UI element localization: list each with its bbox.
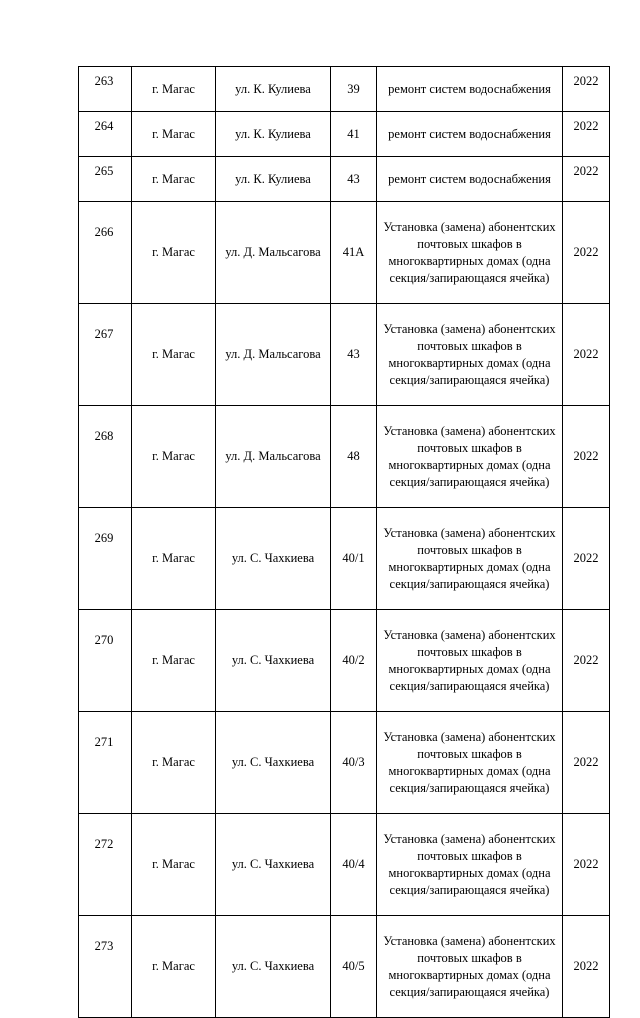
table-row <box>79 610 610 712</box>
row-number-cell: 269 <box>79 508 132 610</box>
street-cell: ул. К. Кулиева <box>216 157 331 202</box>
street-cell: ул. К. Кулиева <box>216 112 331 157</box>
house-number-cell: 40/4 <box>331 814 377 916</box>
work-type-cell: Установка (замена) абонентских почтовых шкафов в многоквартирных домах (одна секция/запирающаяся ячейка) <box>377 610 563 712</box>
table-row <box>79 112 610 157</box>
street-cell: ул. Д. Мальсагова <box>216 304 331 406</box>
row-number-cell: 273 <box>79 916 132 1018</box>
year-cell: 2022 <box>563 67 610 112</box>
year-cell: 2022 <box>563 304 610 406</box>
work-type-cell: ремонт систем водоснабжения <box>377 67 563 112</box>
year-cell: 2022 <box>563 610 610 712</box>
work-type-cell: Установка (замена) абонентских почтовых шкафов в многоквартирных домах (одна секция/запирающаяся ячейка) <box>377 814 563 916</box>
row-number-cell: 265 <box>79 157 132 202</box>
year-cell: 2022 <box>563 202 610 304</box>
table-row <box>79 202 610 304</box>
city-cell: г. Магас <box>132 712 216 814</box>
table-row <box>79 712 610 814</box>
table-row <box>79 157 610 202</box>
city-cell: г. Магас <box>132 112 216 157</box>
street-cell: ул. С. Чахкиева <box>216 508 331 610</box>
row-number-cell: 270 <box>79 610 132 712</box>
city-cell: г. Магас <box>132 610 216 712</box>
city-cell: г. Магас <box>132 406 216 508</box>
year-cell: 2022 <box>563 712 610 814</box>
table-row <box>79 916 610 1018</box>
street-cell: ул. С. Чахкиева <box>216 814 331 916</box>
row-number-cell: 268 <box>79 406 132 508</box>
work-type-cell: Установка (замена) абонентских почтовых шкафов в многоквартирных домах (одна секция/запирающаяся ячейка) <box>377 202 563 304</box>
street-cell: ул. Д. Мальсагова <box>216 202 331 304</box>
house-number-cell: 41А <box>331 202 377 304</box>
table-row <box>79 406 610 508</box>
house-number-cell: 43 <box>331 304 377 406</box>
row-number-cell: 266 <box>79 202 132 304</box>
city-cell: г. Магас <box>132 508 216 610</box>
table-row <box>79 304 610 406</box>
row-number-cell: 264 <box>79 112 132 157</box>
row-number-cell: 272 <box>79 814 132 916</box>
year-cell: 2022 <box>563 916 610 1018</box>
work-type-cell: ремонт систем водоснабжения <box>377 157 563 202</box>
street-cell: ул. С. Чахкиева <box>216 916 331 1018</box>
house-number-cell: 43 <box>331 157 377 202</box>
city-cell: г. Магас <box>132 202 216 304</box>
work-type-cell: Установка (замена) абонентских почтовых шкафов в многоквартирных домах (одна секция/запирающаяся ячейка) <box>377 508 563 610</box>
table-row <box>79 67 610 112</box>
house-number-cell: 40/5 <box>331 916 377 1018</box>
row-number-cell: 271 <box>79 712 132 814</box>
year-cell: 2022 <box>563 157 610 202</box>
house-number-cell: 40/1 <box>331 508 377 610</box>
city-cell: г. Магас <box>132 814 216 916</box>
work-type-cell: Установка (замена) абонентских почтовых шкафов в многоквартирных домах (одна секция/запирающаяся ячейка) <box>377 406 563 508</box>
house-number-cell: 41 <box>331 112 377 157</box>
city-cell: г. Магас <box>132 67 216 112</box>
street-cell: ул. Д. Мальсагова <box>216 406 331 508</box>
house-number-cell: 39 <box>331 67 377 112</box>
work-type-cell: Установка (замена) абонентских почтовых шкафов в многоквартирных домах (одна секция/запирающаяся ячейка) <box>377 916 563 1018</box>
street-cell: ул. С. Чахкиева <box>216 610 331 712</box>
house-number-cell: 48 <box>331 406 377 508</box>
row-number-cell: 267 <box>79 304 132 406</box>
row-number-cell: 263 <box>79 67 132 112</box>
work-type-cell: Установка (замена) абонентских почтовых шкафов в многоквартирных домах (одна секция/запирающаяся ячейка) <box>377 712 563 814</box>
work-type-cell: ремонт систем водоснабжения <box>377 112 563 157</box>
year-cell: 2022 <box>563 112 610 157</box>
table-row <box>79 814 610 916</box>
street-cell: ул. С. Чахкиева <box>216 712 331 814</box>
work-type-cell: Установка (замена) абонентских почтовых шкафов в многоквартирных домах (одна секция/запирающаяся ячейка) <box>377 304 563 406</box>
city-cell: г. Магас <box>132 304 216 406</box>
repair-schedule-table <box>78 66 610 1018</box>
city-cell: г. Магас <box>132 916 216 1018</box>
table-body <box>79 67 610 1018</box>
house-number-cell: 40/3 <box>331 712 377 814</box>
city-cell: г. Магас <box>132 157 216 202</box>
table-row <box>79 508 610 610</box>
year-cell: 2022 <box>563 508 610 610</box>
year-cell: 2022 <box>563 814 610 916</box>
street-cell: ул. К. Кулиева <box>216 67 331 112</box>
house-number-cell: 40/2 <box>331 610 377 712</box>
year-cell: 2022 <box>563 406 610 508</box>
